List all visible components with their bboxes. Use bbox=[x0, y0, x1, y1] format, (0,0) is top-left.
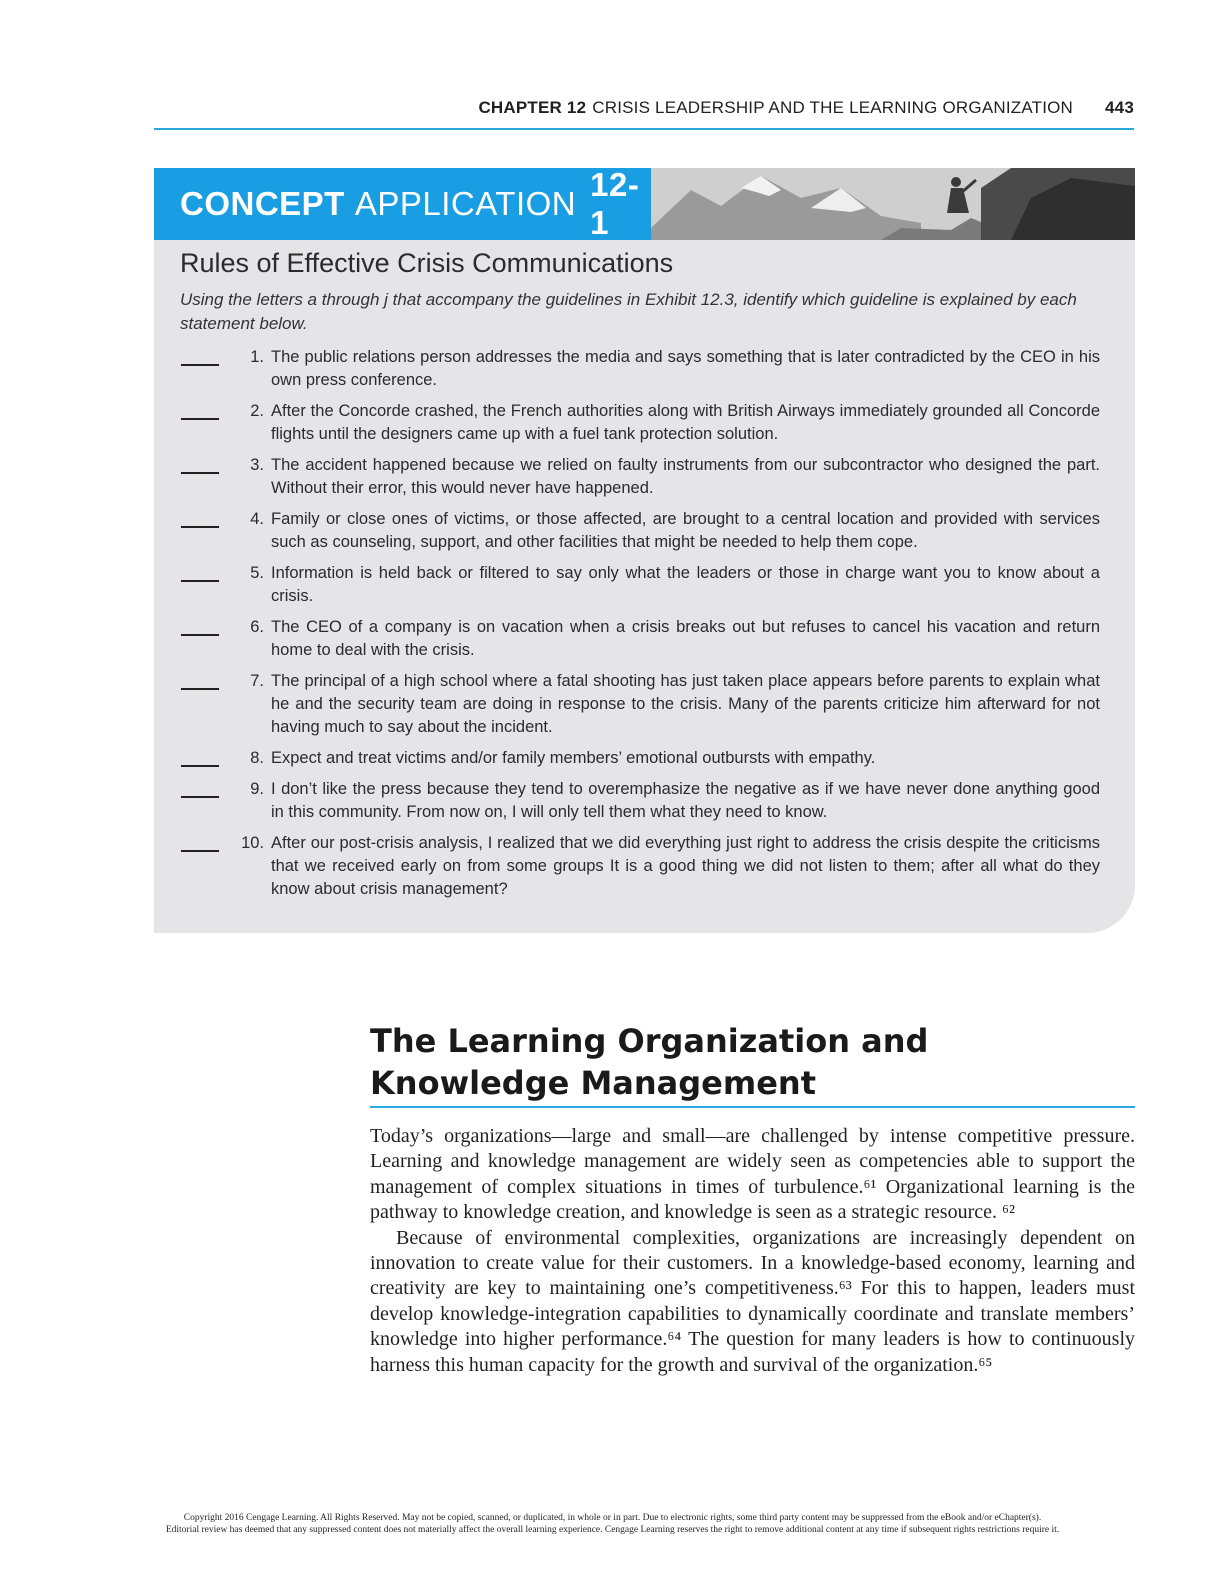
question-item bbox=[180, 832, 1100, 901]
question-text: The public relations person addresses the media and says something that is later contradicted by the CEO in his own press conference. bbox=[271, 348, 1100, 389]
answer-blank[interactable] bbox=[181, 472, 219, 474]
answer-blank[interactable] bbox=[181, 580, 219, 582]
section-title-line2: Knowledge Management bbox=[370, 1064, 816, 1102]
running-head bbox=[154, 98, 1134, 130]
question-number: 8. bbox=[250, 749, 264, 767]
chapter-label: CHAPTER 12 bbox=[478, 98, 587, 117]
question-item bbox=[180, 670, 1100, 739]
copyright-line: Editorial review has deemed that any suppressed content does not materially affect the overall learning experience. Cengage Learning reserves the right to remove additional content at any time if subsequent rights restrictions require it. bbox=[165, 1525, 1060, 1535]
question-number: 10. bbox=[241, 834, 264, 852]
answer-blank[interactable] bbox=[181, 634, 219, 636]
question-list bbox=[180, 346, 1100, 909]
question-item bbox=[180, 346, 1100, 392]
question-number: 1. bbox=[250, 348, 264, 366]
concept-title: Rules of Effective Crisis Communications bbox=[180, 248, 674, 278]
body-paragraph: Today’s organizations—large and small—are challenged by intense competitive pressure. Learning and knowledge management are widely seen as competencies able to support the management of complex situations in times of turbulence.⁶¹ Organizational learning is the pathway to knowledge creation, and knowledge is seen as a strategic resource. ⁶² bbox=[370, 1125, 1135, 1224]
copyright-line: Copyright 2016 Cengage Learning. All Rights Reserved. May not be copied, scanned, or duplicated, in whole or in part. Due to electronic rights, some third party content may be suppressed from the eBook and/or eChapter(s). bbox=[183, 1513, 1042, 1523]
question-number: 7. bbox=[250, 672, 264, 690]
question-item bbox=[180, 747, 1100, 770]
question-item bbox=[180, 616, 1100, 662]
concept-instructions: Using the letters a through j that accompany the guidelines in Exhibit 12.3, identify which guideline is explained by each statement below. bbox=[180, 290, 1077, 333]
concept-application-box bbox=[154, 168, 1135, 933]
concept-banner bbox=[154, 168, 651, 240]
question-number: 5. bbox=[250, 564, 264, 582]
section-title-line1: The Learning Organization and bbox=[370, 1022, 929, 1060]
answer-blank[interactable] bbox=[181, 688, 219, 690]
question-text: The principal of a high school where a fatal shooting has just taken place appears before parents to explain what he and the security team are doing in response to the crisis. Many of the parents criticize him afterward for not having much to say about the incident. bbox=[271, 672, 1100, 736]
question-number: 4. bbox=[250, 510, 264, 528]
answer-blank[interactable] bbox=[181, 418, 219, 420]
question-number: 2. bbox=[250, 402, 264, 420]
mountain-climber-photo bbox=[651, 168, 1135, 240]
question-text: Information is held back or filtered to say only what the leaders or those in charge want you to know about a crisis. bbox=[271, 564, 1100, 605]
answer-blank[interactable] bbox=[181, 765, 219, 767]
page-number: 443 bbox=[1105, 98, 1134, 117]
answer-blank[interactable] bbox=[181, 364, 219, 366]
question-number: 9. bbox=[250, 780, 264, 798]
chapter-title: CRISIS LEADERSHIP AND THE LEARNING ORGANIZATION bbox=[592, 98, 1074, 117]
banner-light-word: APPLICATION bbox=[354, 185, 577, 222]
question-text: The CEO of a company is on vacation when a crisis breaks out but refuses to cancel his vacation and return home to deal with the crisis. bbox=[271, 618, 1100, 659]
question-item bbox=[180, 454, 1100, 500]
question-number: 3. bbox=[250, 456, 264, 474]
copyright-notice bbox=[60, 1512, 1165, 1536]
answer-blank[interactable] bbox=[181, 526, 219, 528]
question-item bbox=[180, 778, 1100, 824]
answer-blank[interactable] bbox=[181, 796, 219, 798]
section-body bbox=[370, 1124, 1135, 1378]
question-text: The accident happened because we relied on faulty instruments from our subcontractor who designed the part. Without their error, this would never have happened. bbox=[271, 456, 1100, 497]
question-item bbox=[180, 508, 1100, 554]
banner-bold-word: CONCEPT bbox=[180, 185, 345, 222]
question-text: After our post-crisis analysis, I realized that we did everything just right to address the crisis despite the criticisms that we received early on from some groups It is a good thing we did not listen to them; after all what do they know about crisis management? bbox=[271, 834, 1100, 898]
body-paragraph: Because of environmental complexities, organizations are increasingly dependent on innovation to create value for their customers. In a knowledge-based economy, learning and creativity are key to maintaining one’s competitiveness.⁶³ For this to happen, leaders must develop knowledge-integration capabilities to dynamically coordinate and translate members’ knowledge into higher performance.⁶⁴ The question for many leaders is how to continuously harness this human capacity for the growth and survival of the organization.⁶⁵ bbox=[370, 1226, 1135, 1376]
question-number: 6. bbox=[250, 618, 264, 636]
question-item bbox=[180, 562, 1100, 608]
section-title bbox=[370, 1020, 1135, 1108]
question-text: Expect and treat victims and/or family members’ emotional outbursts with empathy. bbox=[271, 749, 876, 767]
banner-number: 12-1 bbox=[590, 168, 640, 241]
answer-blank[interactable] bbox=[181, 850, 219, 852]
question-text: Family or close ones of victims, or those affected, are brought to a central location and provided with services such as counseling, support, and other facilities that might be needed to help them cope. bbox=[271, 510, 1100, 551]
question-item bbox=[180, 400, 1100, 446]
question-text: After the Concorde crashed, the French authorities along with British Airways immediately grounded all Concorde flights until the designers came up with a fuel tank protection solution. bbox=[271, 402, 1100, 443]
question-text: I don’t like the press because they tend to overemphasize the negative as if we have never done anything good in this community. From now on, I will only tell them what they need to know. bbox=[271, 780, 1100, 821]
